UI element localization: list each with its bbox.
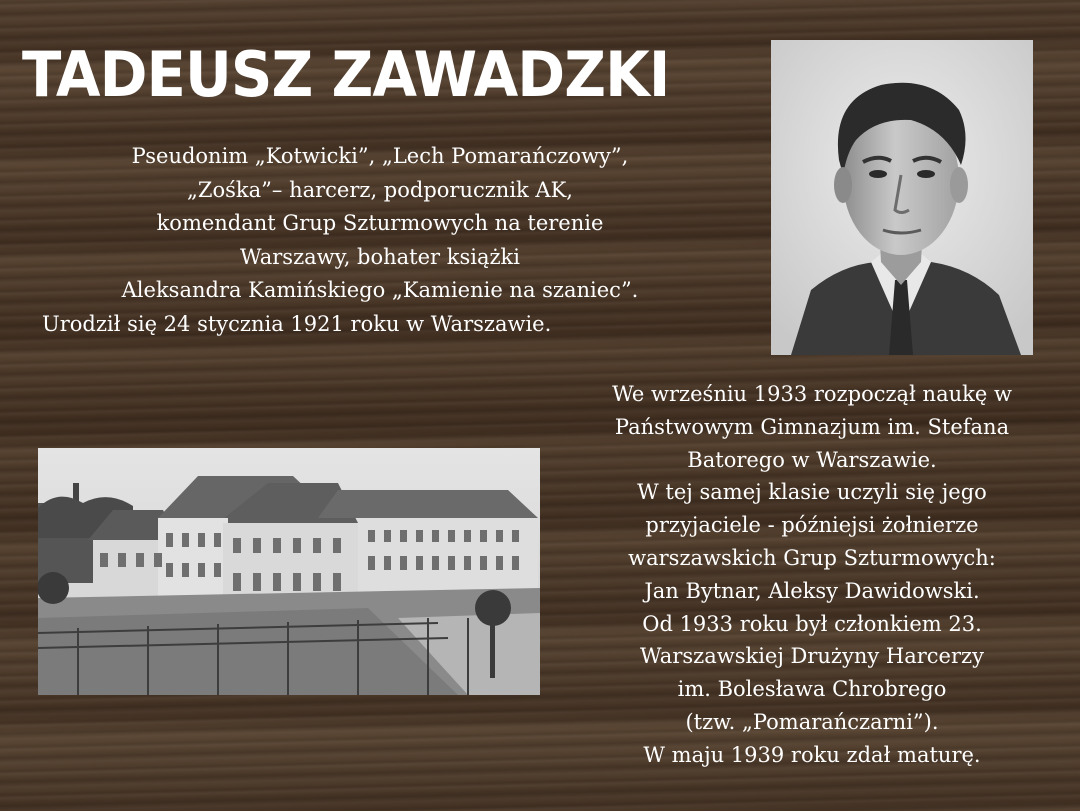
school-line: W maju 1939 roku zdał maturę. <box>643 742 981 767</box>
school-line: Warszawskiej Drużyny Harcerzy <box>640 644 984 669</box>
bio-line: Pseudonim „Kotwicki”, „Lech Pomarańczowy”, <box>131 144 629 168</box>
school-line: im. Bolesława Chrobrego <box>677 677 947 702</box>
school-line: (tzw. „Pomarańczarni”). <box>685 709 939 734</box>
biography-text <box>30 140 730 341</box>
portrait-illustration <box>771 40 1033 355</box>
school-line: We wrześniu 1933 rozpoczął naukę w <box>612 382 1012 406</box>
bio-line: „Zośka”– harcerz, podporucznik AK, <box>187 177 573 202</box>
school-line: warszawskich Grup Szturmowych: <box>628 545 996 570</box>
school-history-text <box>552 378 1072 772</box>
bio-line: Aleksandra Kamińskiego „Kamienie na szaniec”. <box>121 278 639 302</box>
bio-line: Urodził się 24 stycznia 1921 roku w Warszawie. <box>42 311 552 336</box>
school-line: Państwowym Gimnazjum im. Stefana <box>614 414 1010 439</box>
school-building-illustration <box>38 448 540 695</box>
school-line: W tej samej klasie uczyli się jego <box>637 480 987 505</box>
slide-title: TADEUSZ ZAWADZKI <box>22 38 670 111</box>
portrait-photo <box>771 40 1033 355</box>
bio-line: komendant Grup Szturmowych na terenie <box>156 211 604 235</box>
school-line: Jan Bytnar, Aleksy Dawidowski. <box>644 578 980 603</box>
school-line: przyjaciele - późniejsi żołnierze <box>645 513 979 538</box>
bio-line: Warszawy, bohater książki <box>239 244 521 269</box>
school-line: Od 1933 roku był członkiem 23. <box>642 611 982 636</box>
school-line: Batorego w Warszawie. <box>687 447 937 472</box>
school-building-photo <box>38 448 540 695</box>
